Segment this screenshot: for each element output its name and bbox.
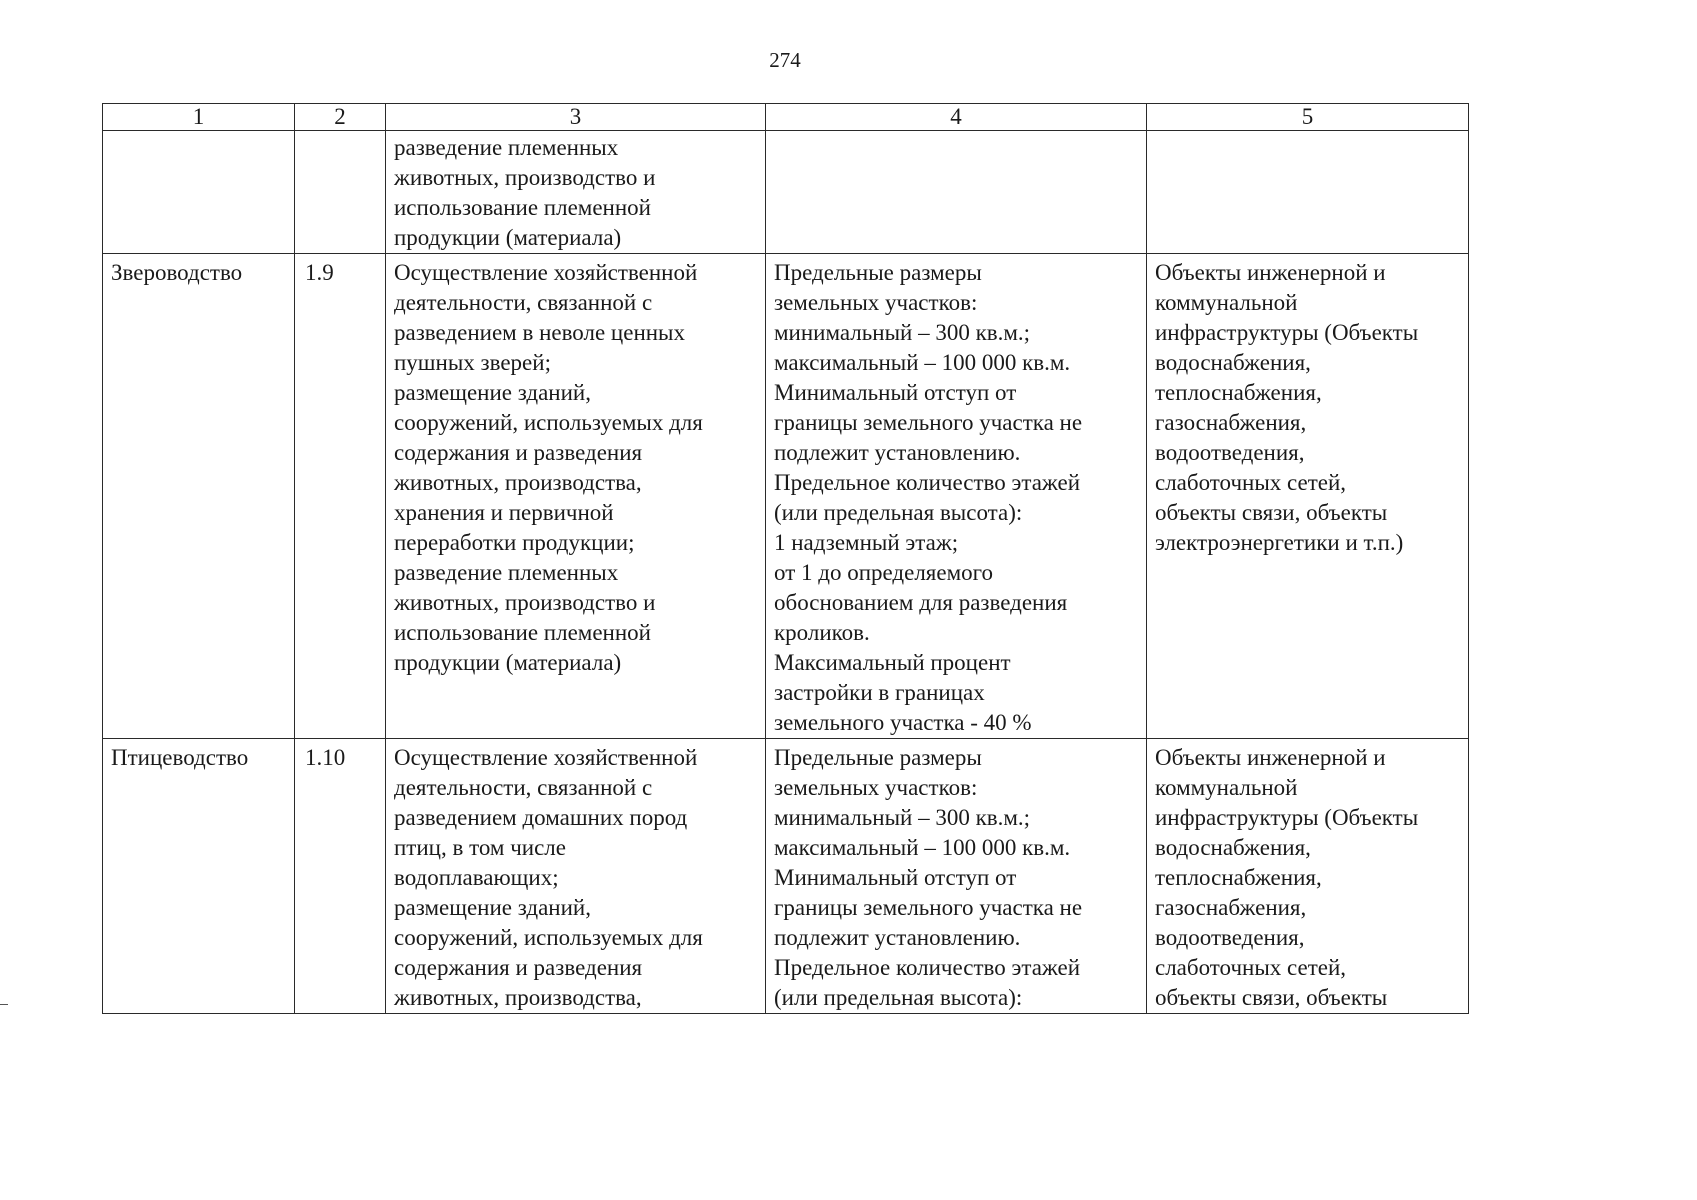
utilities-cell xyxy=(1147,131,1469,254)
scan-edge-mark xyxy=(0,1004,8,1005)
use-type-name-cell: Птицеводство xyxy=(103,739,295,1014)
use-description-cell: разведение племенных животных, производство и использование племенной продукции (материала) xyxy=(386,131,766,254)
column-header: 3 xyxy=(386,104,766,131)
column-header: 1 xyxy=(103,104,295,131)
use-type-name-cell xyxy=(103,131,295,254)
use-description-cell: Осуществление хозяйственной деятельности, связанной с разведением в неволе ценных пушных зверей; размещение зданий, сооружений, используемых для содержания и разведения животных, производства, хранения и первичной переработки продукции; разведение племенных животных, производство и использование племенной продукции (материала) xyxy=(386,254,766,739)
use-description-cell: Осуществление хозяйственной деятельности, связанной с разведением домашних пород птиц, в том числе водоплавающих; размещение зданий, сооружений, используемых для содержания и разведения животных, производства, xyxy=(386,739,766,1014)
use-type-code-cell: 1.10 xyxy=(295,739,386,1014)
use-type-name-cell: Звероводство xyxy=(103,254,295,739)
column-header: 5 xyxy=(1147,104,1469,131)
column-header: 2 xyxy=(295,104,386,131)
use-type-code-cell xyxy=(295,131,386,254)
page-number: 274 xyxy=(769,48,801,72)
parameters-cell: Предельные размеры земельных участков: минимальный – 300 кв.м.; максимальный – 100 000 кв.м. Минимальный отступ от границы земельного участка не подлежит установлению. Предельное количество этажей (или предельная высота): 1 надземный этаж; от 1 до определяемого обоснованием для разведения кроликов. Максимальный процент застройки в границах земельного участка - 40 % xyxy=(766,254,1147,739)
column-header: 4 xyxy=(766,104,1147,131)
parameters-cell xyxy=(766,131,1147,254)
table-row xyxy=(103,131,1469,254)
use-type-code-cell: 1.9 xyxy=(295,254,386,739)
table-row xyxy=(103,739,1469,1014)
parameters-cell: Предельные размеры земельных участков: минимальный – 300 кв.м.; максимальный – 100 000 кв.м. Минимальный отступ от границы земельного участка не подлежит установлению. Предельное количество этажей (или предельная высота): xyxy=(766,739,1147,1014)
utilities-cell: Объекты инженерной и коммунальной инфраструктуры (Объекты водоснабжения, теплоснабжения, газоснабжения, водоотведения, слаботочных сетей, объекты связи, объекты xyxy=(1147,739,1469,1014)
table-row xyxy=(103,254,1469,739)
utilities-cell: Объекты инженерной и коммунальной инфраструктуры (Объекты водоснабжения, теплоснабжения, газоснабжения, водоотведения, слаботочных сетей, объекты связи, объекты электроэнергетики и т.п.) xyxy=(1147,254,1469,739)
table-header-row xyxy=(103,104,1469,131)
land-use-table xyxy=(102,103,1469,1014)
